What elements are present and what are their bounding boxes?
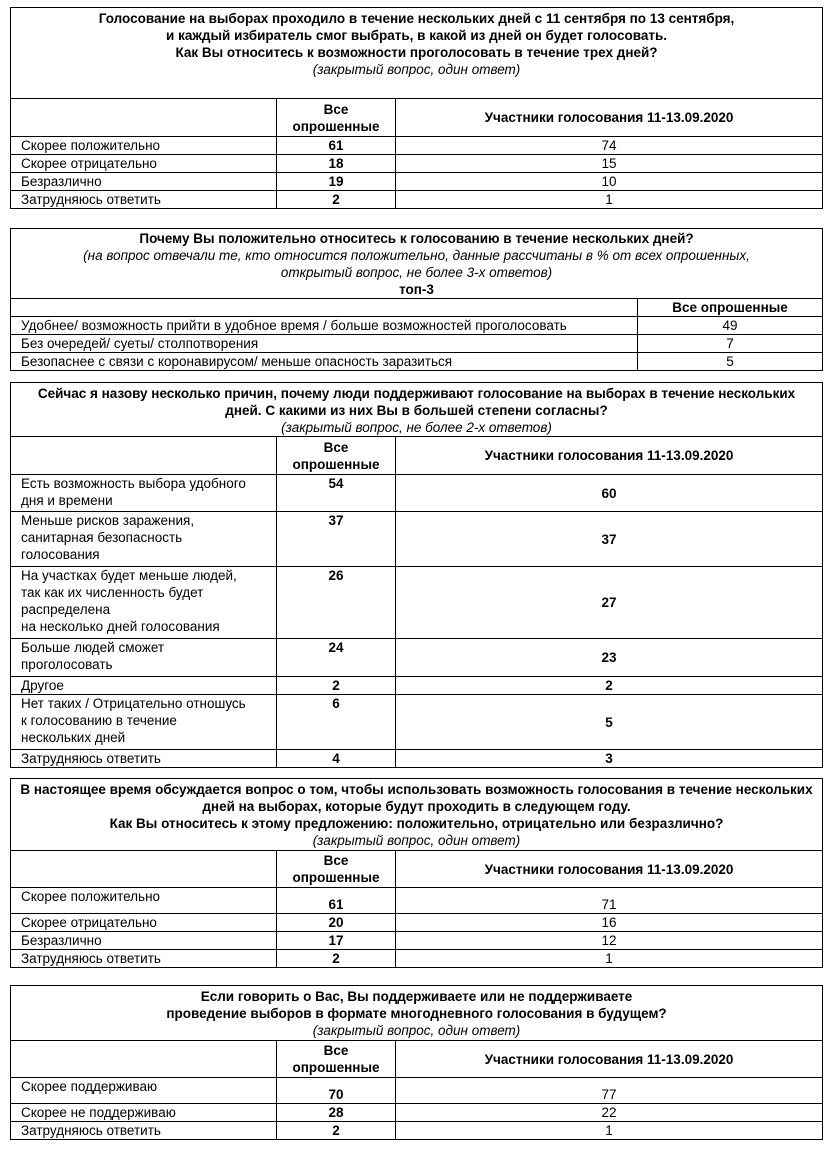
row-label-line: на несколько дней голосования	[21, 619, 220, 634]
row-label	[11, 567, 277, 639]
row-label	[11, 475, 277, 512]
question-4-header	[11, 779, 823, 851]
column-header-participants: Участники голосования 11-13.09.2020	[396, 851, 823, 888]
value-participants: 12	[396, 932, 823, 950]
question-5-title-line: проведение выборов в формате многодневного голосования в будущем?	[166, 1006, 667, 1021]
empty-header-cell	[11, 437, 277, 475]
value-participants: 5	[396, 695, 823, 750]
value-participants: 1	[396, 1122, 823, 1140]
column-header-all	[277, 1041, 396, 1078]
row-label-line: дня и времени	[21, 493, 113, 508]
table-row	[11, 677, 823, 695]
empty-header-cell	[11, 851, 277, 888]
row-label: Безразлично	[11, 173, 277, 191]
value-all: 4	[277, 750, 396, 768]
value-all: 18	[277, 155, 396, 173]
question-1-title-line: Как Вы относитесь к возможности проголосовать в течение трех дней?	[175, 45, 658, 60]
row-label: Другое	[11, 677, 277, 695]
value-all: 2	[277, 950, 396, 968]
column-header-all	[277, 99, 396, 137]
row-label: Без очередей/ суеты/ столпотворения	[11, 335, 638, 353]
column-header-participants: Участники голосования 11-13.09.2020	[396, 1041, 823, 1078]
question-1-title-line: и каждый избиратель смог выбрать, в какой из дней он будет голосовать.	[166, 28, 667, 43]
question-3-note: (закрытый вопрос, не более 2-х ответов)	[281, 420, 552, 435]
column-header-all-line: опрошенные	[292, 1060, 380, 1075]
column-header-all	[277, 437, 396, 475]
question-5-header	[11, 986, 823, 1041]
column-header-participants: Участники голосования 11-13.09.2020	[396, 99, 823, 137]
value-all: 61	[277, 888, 396, 914]
value-all: 7	[638, 335, 823, 353]
row-label-line: Есть возможность выбора удобного	[21, 476, 246, 491]
question-2-title: Почему Вы положительно относитесь к голосованию в течение нескольких дней?	[139, 231, 694, 246]
value-all: 2	[277, 677, 396, 695]
column-header-all-line: опрошенные	[292, 118, 380, 134]
row-label-line: На участках будет меньше людей,	[21, 568, 237, 583]
value-all: 61	[277, 137, 396, 155]
question-table-5	[10, 985, 823, 1140]
table-row	[11, 317, 823, 335]
table-row	[11, 567, 823, 639]
value-participants: 27	[396, 567, 823, 639]
column-header-all-line: опрошенные	[292, 870, 380, 885]
row-label: Скорее отрицательно	[11, 914, 277, 932]
row-label-line: Меньше рисков заражения,	[21, 513, 195, 528]
value-participants: 15	[396, 155, 823, 173]
column-header-all: Все опрошенные	[638, 299, 823, 317]
row-label-line: распределена	[21, 602, 111, 617]
value-participants: 3	[396, 750, 823, 768]
question-2-subtitle: топ-3	[399, 282, 434, 297]
row-label: Скорее положительно	[11, 137, 277, 155]
value-all: 2	[277, 1122, 396, 1140]
value-participants: 2	[396, 677, 823, 695]
table-row	[11, 173, 823, 191]
question-3-title-line: дней. С какими из них Вы в большей степени согласны?	[225, 403, 608, 418]
row-label: Затрудняюсь ответить	[11, 750, 277, 768]
table-row	[11, 639, 823, 677]
question-table-3	[10, 382, 823, 768]
row-label-line: санитарная безопасность	[21, 530, 183, 545]
table-row	[11, 1104, 823, 1122]
value-all: 5	[638, 353, 823, 371]
question-5-note: (закрытый вопрос, один ответ)	[312, 1023, 521, 1038]
table-row	[11, 1122, 823, 1140]
table-row	[11, 475, 823, 512]
table-row	[11, 914, 823, 932]
empty-header-cell	[11, 299, 638, 317]
column-header-all-line: опрошенные	[292, 456, 380, 472]
value-all: 37	[277, 512, 396, 567]
value-participants: 77	[396, 1078, 823, 1104]
value-participants: 16	[396, 914, 823, 932]
row-label	[11, 695, 277, 750]
column-header-participants: Участники голосования 11-13.09.2020	[396, 437, 823, 475]
question-table-4	[10, 778, 823, 968]
question-4-title-line: Как Вы относитесь к этому предложению: положительно, отрицательно или безразлично?	[109, 816, 724, 831]
question-1-note: (закрытый вопрос, один ответ)	[312, 62, 521, 77]
row-label: Затрудняюсь ответить	[11, 1122, 277, 1140]
column-header-all-line: Все	[323, 439, 349, 455]
question-table-2	[10, 228, 823, 371]
value-participants: 74	[396, 137, 823, 155]
value-participants: 1	[396, 950, 823, 968]
row-label: Безопаснее с связи с коронавирусом/ меньше опасность заразиться	[11, 353, 638, 371]
row-label: Скорее отрицательно	[11, 155, 277, 173]
question-1-header	[11, 8, 823, 99]
table-row	[11, 932, 823, 950]
question-3-header	[11, 383, 823, 437]
table-row	[11, 191, 823, 209]
column-header-all-line: Все	[323, 1043, 349, 1058]
value-all: 19	[277, 173, 396, 191]
row-label-line: к голосованию в течение	[21, 713, 177, 728]
value-all: 17	[277, 932, 396, 950]
table-row	[11, 750, 823, 768]
question-table-1	[10, 7, 823, 209]
row-label: Удобнее/ возможность прийти в удобное время / больше возможностей проголосовать	[11, 317, 638, 335]
value-all: 20	[277, 914, 396, 932]
question-4-note: (закрытый вопрос, один ответ)	[312, 833, 521, 848]
table-row	[11, 137, 823, 155]
column-header-all-line: Все	[323, 101, 349, 117]
empty-header-cell	[11, 1041, 277, 1078]
value-participants: 1	[396, 191, 823, 209]
question-3-title-line: Сейчас я назову несколько причин, почему люди поддерживают голосование на выборах в течение нескольких	[37, 386, 796, 401]
value-all: 24	[277, 639, 396, 677]
question-2-note-line: открытый вопрос, не более 3-х ответов)	[280, 265, 553, 280]
question-4-title-line: В настоящее время обсуждается вопрос о том, чтобы использовать возможность голосования в течение нескольких	[20, 782, 813, 797]
row-label: Скорее положительно	[11, 888, 277, 914]
row-label	[11, 512, 277, 567]
value-all: 2	[277, 191, 396, 209]
row-label-line: проголосовать	[21, 657, 113, 672]
value-all: 54	[277, 475, 396, 512]
value-participants: 71	[396, 888, 823, 914]
table-row	[11, 888, 823, 914]
value-all: 6	[277, 695, 396, 750]
table-row	[11, 155, 823, 173]
value-participants: 60	[396, 475, 823, 512]
table-row	[11, 950, 823, 968]
question-4-title-line: дней на выборах, которые будут проходить в следующем году.	[202, 799, 631, 814]
table-row	[11, 353, 823, 371]
row-label: Затрудняюсь ответить	[11, 950, 277, 968]
question-2-header	[11, 229, 823, 299]
row-label: Затрудняюсь ответить	[11, 191, 277, 209]
value-participants: 23	[396, 639, 823, 677]
empty-header-cell	[11, 99, 277, 137]
table-row	[11, 512, 823, 567]
value-all: 70	[277, 1078, 396, 1104]
row-label-line: так как их численность будет	[21, 585, 204, 600]
value-participants: 10	[396, 173, 823, 191]
row-label-line: голосования	[21, 547, 100, 562]
table-row	[11, 695, 823, 750]
row-label: Скорее поддерживаю	[11, 1078, 277, 1104]
column-header-all-line: Все	[323, 853, 349, 868]
column-header-all	[277, 851, 396, 888]
row-label: Скорее не поддерживаю	[11, 1104, 277, 1122]
value-all: 26	[277, 567, 396, 639]
row-label	[11, 639, 277, 677]
question-5-title-line: Если говорить о Вас, Вы поддерживаете или не поддерживаете	[200, 989, 633, 1004]
question-1-title-line: Голосование на выборах проходило в течение нескольких дней с 11 сентября по 13 сентября,	[98, 11, 735, 26]
table-row	[11, 1078, 823, 1104]
row-label-line: нескольких дней	[21, 730, 126, 745]
value-all: 49	[638, 317, 823, 335]
value-participants: 22	[396, 1104, 823, 1122]
value-all: 28	[277, 1104, 396, 1122]
value-participants: 37	[396, 512, 823, 567]
row-label-line: Нет таких / Отрицательно отношусь	[21, 696, 246, 711]
question-2-note-line: (на вопрос отвечали те, кто относится положительно, данные рассчитаны в % от всех опрошенных,	[83, 248, 750, 263]
row-label-line: Больше людей сможет	[21, 640, 165, 655]
row-label: Безразлично	[11, 932, 277, 950]
table-row	[11, 335, 823, 353]
